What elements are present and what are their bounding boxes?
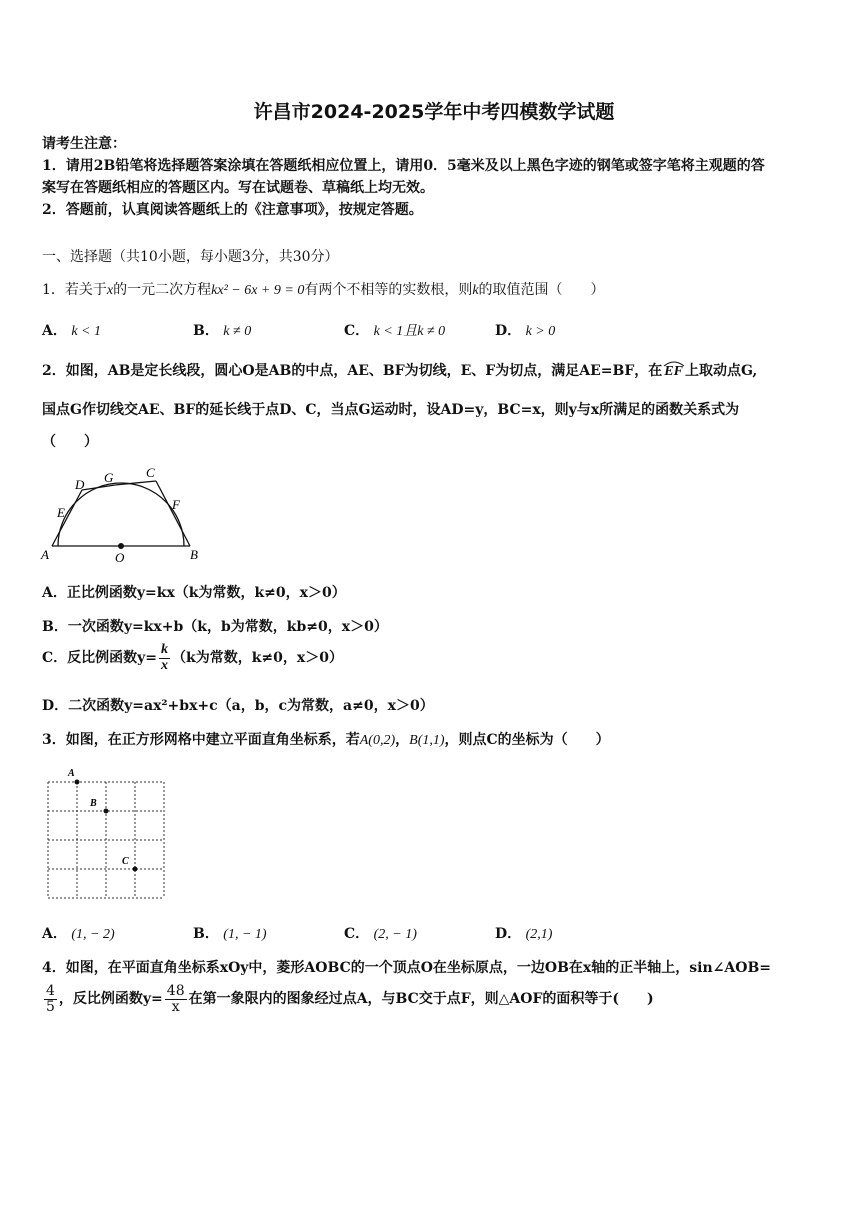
point-b — [104, 809, 109, 814]
label-e: E — [57, 505, 65, 520]
point-a — [75, 780, 80, 785]
question-4-line-1: 4．如图，在平面直角坐标系xOy中，菱形AOBC的一个顶点O在坐标原点，一边OB在x轴的正半轴上，sin∠AOB= — [42, 960, 772, 976]
arc-ef: EF — [662, 364, 685, 380]
q2-option-b[interactable]: B．一次函数y=kx+b（k，b为常数，kb≠0，x＞0） — [42, 619, 388, 635]
section-heading: 一、选择题（共10小题，每小题3分，共30分） — [42, 249, 339, 265]
label-o: O — [115, 550, 125, 565]
line-dg — [82, 485, 115, 490]
notice-line-1: 1．请用2B铅笔将选择题答案涂填在答题纸相应位置上，请用0．5毫米及以上黑色字迹的钢笔或签字笔将主观题的答 — [42, 158, 765, 174]
question-2-line-1: 2．如图，AB是定长线段，圆心O是AB的中点，AE、BF为切线，E、F为切点，满足AE=BF，在 EF 上取动点G, — [42, 360, 757, 380]
center-point-o — [118, 543, 124, 549]
fraction-4-over-5: $\frac{4}{5}$ — [46, 983, 55, 1015]
label-d: D — [75, 477, 85, 492]
q2-semicircle-figure — [38, 462, 208, 567]
q3-option-c[interactable]: C． (2, − 1) — [344, 926, 417, 942]
question-3-stem: 3．如图，在正方形网格中建立平面直角坐标系，若A(0,2)，B(1,1)，则点C的坐标为（ ） — [42, 732, 610, 748]
label-a: A — [41, 547, 49, 562]
equation: kx² − 6x + 9 = 0 — [211, 283, 305, 298]
label-g: G — [104, 470, 114, 485]
q3-grid-figure — [40, 764, 170, 904]
label-c: C — [122, 856, 129, 867]
q1-option-c[interactable]: C． k < 1且k ≠ 0 — [344, 323, 446, 339]
q3-option-a[interactable]: A． (1, − 2) — [42, 926, 115, 942]
dashed-grid — [48, 782, 164, 898]
point-c — [133, 867, 138, 872]
fraction-48-over-x: $\frac{48}{x}$ — [166, 983, 185, 1015]
label-a: A — [68, 768, 75, 779]
page-title: 许昌市2024-2025学年中考四模数学试题 — [253, 101, 615, 123]
q3-option-d[interactable]: D． (2,1) — [495, 926, 553, 942]
label-b: B — [90, 798, 97, 809]
arc-mark-icon — [662, 359, 686, 367]
question-4-line-2: $\frac{4}{5}$ ，反比例函数y= $\frac{48}{x}$ 在第一象限内的图象经过点A，与BC交于点F，则△AOF的面积等于( ) — [46, 983, 654, 1015]
q1-option-b[interactable]: B． k ≠ 0 — [193, 323, 252, 339]
q1-option-a[interactable]: A． k < 1 — [42, 323, 101, 339]
q2-option-c[interactable]: C．反比例函数y= $\frac{k}{x}$ （k为常数，k≠0，x＞0） — [42, 642, 343, 673]
q2-option-d[interactable]: D．二次函数y=ax²+bx+c（a，b，c为常数，a≠0，x＞0） — [42, 698, 434, 714]
label-b: B — [190, 547, 198, 562]
semicircle-arc — [58, 483, 184, 546]
notice-heading: 请考生注意： — [42, 136, 126, 152]
label-f: F — [172, 497, 180, 512]
line-cb — [156, 481, 190, 546]
question-1-stem: 1．若关于x的一元二次方程kx² − 6x + 9 = 0有两个不相等的实数根，则k的取值范围（ ） — [42, 282, 605, 298]
notice-line-3: 2．答题前，认真阅读答题纸上的《注意事项》，按规定答题。 — [42, 202, 423, 218]
notice-line-2: 案写在答题纸相应的答题区内。写在试题卷、草稿纸上均无效。 — [42, 180, 434, 196]
q3-option-b[interactable]: B． (1, − 1) — [193, 926, 267, 942]
question-2-line-3: （ ） — [42, 434, 98, 450]
label-c: C — [146, 465, 155, 480]
question-2-line-2: 国点G作切线交AE、BF的延长线于点D、C，当点G运动时，设AD=y，BC=x，则y与x所满足的函数关系式为 — [42, 402, 740, 418]
fraction-k-over-x: $\frac{k}{x}$ — [161, 642, 169, 673]
q1-option-d[interactable]: D． k > 0 — [495, 323, 556, 339]
q2-option-a[interactable]: A．正比例函数y=kx（k为常数，k≠0，x＞0） — [42, 585, 346, 601]
